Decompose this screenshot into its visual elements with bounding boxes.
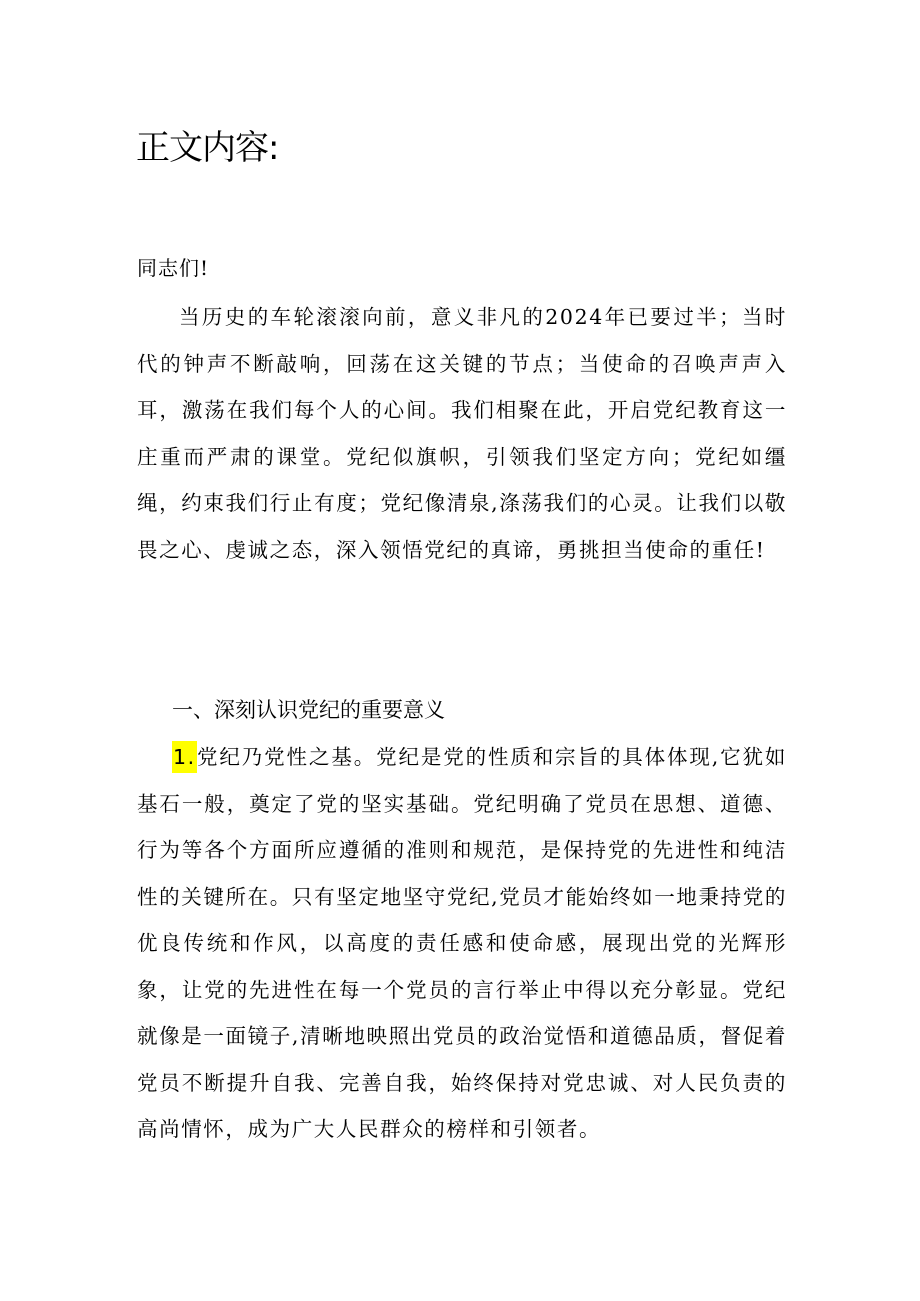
point-text: 党纪乃党性之基。党纪是党的性质和宗旨的具体体现,它犹如基石一般，奠定了党的坚实基础。党纪明确了党员在思想、道德、行为等各个方面所应遵循的准则和规范，是保持党的先进性和纯洁性的关键所在。只有坚定地坚守党纪,党员才能始终如一地秉持党的优良传统和作风，以高度的责任感和使命感，展现出党的光辉形象，让党的先进性在每一个党员的言行举止中得以充分彰显。党纪就像是一面镜子,清晰地映照出党员的政治觉悟和道德品质，督促着党员不断提升自我、完善自我，始终保持对党忠诚、对人民负责的高尚情怀，成为广大人民群众的榜样和引领者。: [137, 745, 787, 1141]
salutation: 同志们!: [137, 256, 210, 280]
point-number-highlight: 1.: [172, 741, 197, 773]
page-title: 正文内容:: [136, 128, 279, 168]
point-paragraph: [137, 734, 787, 1153]
section-heading: 一、深刻认识党纪的重要意义: [172, 698, 445, 722]
intro-paragraph: 当历史的车轮滚滚向前，意义非凡的2024年已要过半；当时代的钟声不断敲响，回荡在这关键的节点；当使命的召唤声声入耳，激荡在我们每个人的心间。我们相聚在此，开启党纪教育这一庄重而严肃的课堂。党纪似旗帜，引领我们坚定方向；党纪如缰绳，约束我们行止有度；党纪像清泉,涤荡我们的心灵。让我们以敬畏之心、虔诚之态，深入领悟党纪的真谛，勇挑担当使命的重任!: [137, 305, 787, 562]
